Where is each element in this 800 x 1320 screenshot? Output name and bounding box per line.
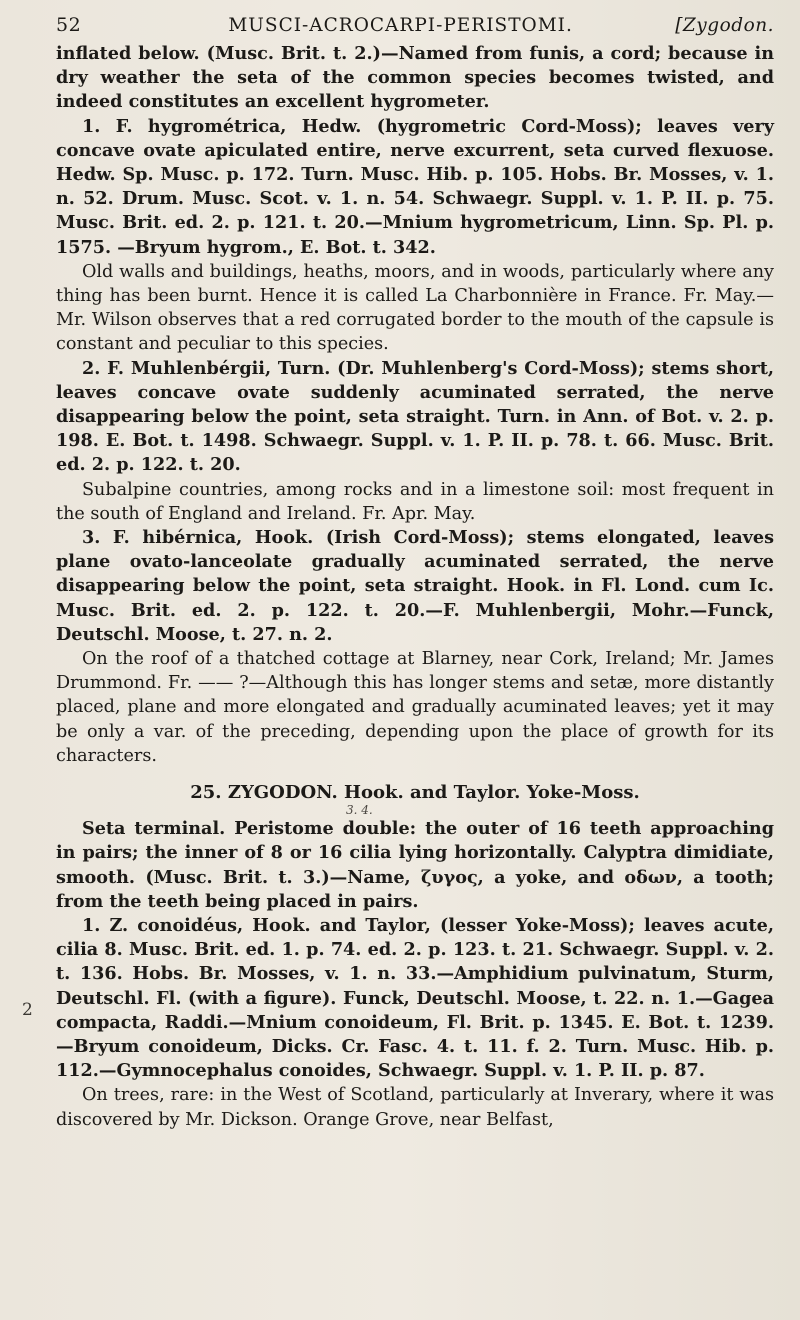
paragraph-species-conoideus: 1. Z. conoidéus, Hook. and Taylor, (lesser Yoke-Moss); leaves acute, cilia 8. Musc. Brit. ed. 1. p. 74. ed. 2. p. 123. t. 21. Schwaegr. Suppl. v. 2. t. 136. Hobs. Br. Mosses, v. 1. n. 33.—Amphidium pulvinatum, Sturm, Deutschl. Fl. (with a figure). Funck, Deutschl. Moose, t. 22. n. 1.—Gagea compacta, Raddi.—Mnium conoideum, Fl. Brit. p. 1345. E. Bot. t. 1239.—Bryum conoideum, Dicks. Cr. Fasc. 4. t. 11. f. 2. Turn. Musc. Hib. p. 112.—Gymnocephalus conoides, Schwaegr. Suppl. v. 1. P. II. p. 87. [56,914,774,1082]
paragraph-habitat-conoideus: On trees, rare: in the West of Scotland, particularly at Inverary, where it was discovered by Mr. Dickson. Orange Grove, near Belfast, [56,1085,774,1130]
paragraph-species-hygrometrica: 1. F. hygrométrica, Hedw. (hygrometric Cord-Moss); leaves very concave ovate apiculated entire, nerve excurrent, seta curved flexuose. Hedw. Sp. Musc. p. 172. Turn. Musc. Hib. p. 105. Hobs. Br. Mosses, v. 1. n. 52. Drum. Musc. Scot. v. 1. n. 54. Schwaegr. Suppl. v. 1. P. II. p. 75. Musc. Brit. ed. 2. p. 121. t. 20.—Mnium hygrometricum, Linn. Sp. Pl. p. 1575. —Bryum hygrom., E. Bot. t. 342. [56,115,774,258]
running-title: MUSCI-ACROCARPI-PERISTOMI. [228,15,573,36]
page-number: 52 [56,14,82,36]
handwritten-note: 3. 4. [346,803,373,818]
running-header [56,14,774,36]
paragraph-species-muhlenbergii: 2. F. Muhlenbérgii, Turn. (Dr. Muhlenberg's Cord-Moss); stems short, leaves concave ovate suddenly acuminated serrated, the nerve disappearing below the point, seta straight. Turn. in Ann. of Bot. v. 2. p. 198. E. Bot. t. 1498. Schwaegr. Suppl. v. 1. P. II. p. 78. t. 66. Musc. Brit. ed. 2. p. 122. t. 20. [56,357,774,476]
paragraph-species-hibernica: 3. F. hibérnica, Hook. (Irish Cord-Moss); stems elongated, leaves plane ovato-lanceolate gradually acuminated serrated, the nerve disappearing below the point, seta straight. Hook. in Fl. Lond. cum Ic. Musc. Brit. ed. 2. p. 122. t. 20.—F. Muhlenbergii, Mohr.—Funck, Deutschl. Moose, t. 27. n. 2. [56,527,774,645]
paragraph-funaria-etymology: inflated below. (Musc. Brit. t. 2.)—Named from funis, a cord; because in dry weather the seta of the common species becomes twisted, and indeed constitutes an excellent hygrometer. [56,43,774,113]
page-body [56,42,774,1132]
paragraph-habitat-hygrometrica: Old walls and buildings, heaths, moors, and in woods, particularly where any thing has been burnt. Hence it is called La Charbonnière in France. Fr. May.—Mr. Wilson observes that a red corrugated border to the mouth of the capsule is constant and peculiar to this species. [56,261,774,355]
paragraph-genus-description: Seta terminal. Peristome double: the outer of 16 teeth approaching in pairs; the inner of 8 or 16 cilia lying horizontally. Calyptra dimidiate, smooth. (Musc. Brit. t. 3.)—Name, ζυγος, a yoke, and οδων, a tooth; from the teeth being placed in pairs. [56,818,774,912]
margin-mark: 2 [22,1000,33,1020]
running-genus: [Zygodon. [675,15,774,36]
paragraph-habitat-muhlenbergii: Subalpine countries, among rocks and in a limestone soil: most frequent in the south of England and Ireland. Fr. Apr. May. [56,479,774,524]
genus-heading: 25. ZYGODON. Hook. and Taylor. Yoke-Moss. [190,782,640,804]
paragraph-habitat-hibernica: On the roof of a thatched cottage at Blarney, near Cork, Ireland; Mr. James Drummond. Fr. —— ?—Although this has longer stems and setæ, more distantly placed, plane and more elongated and gradually acuminated leaves; yet it may be only a var. of the preceding, depending upon the place of growth for its characters. [56,649,774,766]
